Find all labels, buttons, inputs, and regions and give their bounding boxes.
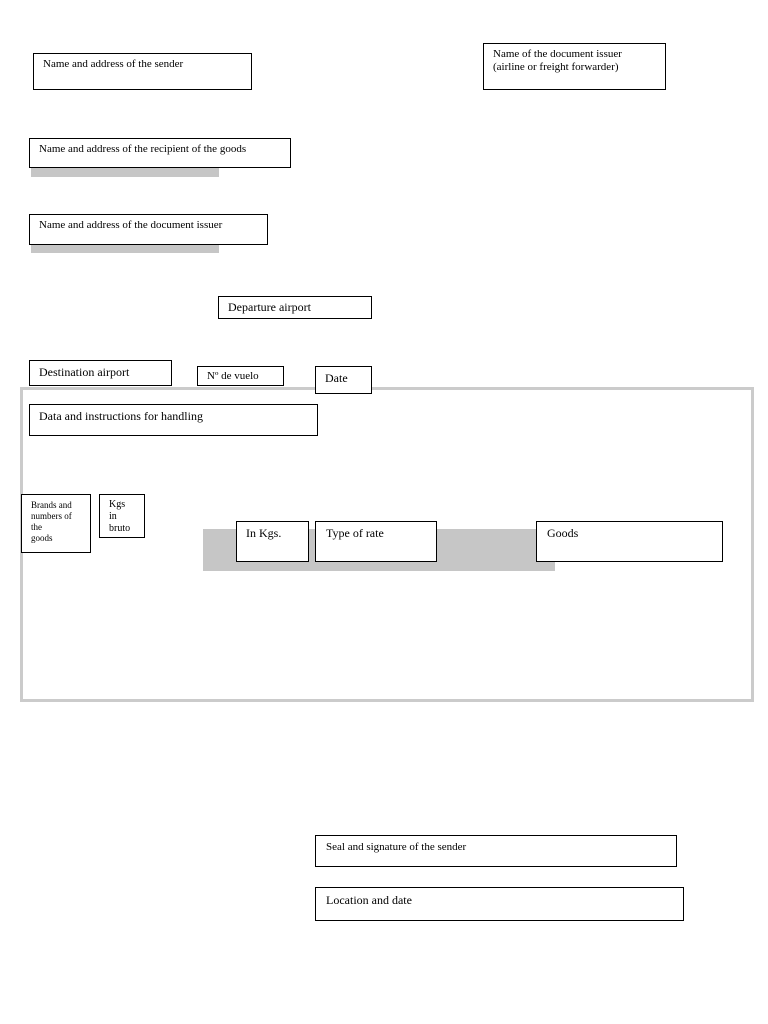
destination-box[interactable] bbox=[29, 360, 172, 386]
recipient-box[interactable] bbox=[29, 138, 291, 168]
goods-label: Goods bbox=[547, 526, 579, 540]
issuer-box[interactable] bbox=[29, 214, 268, 245]
recipient-shade bbox=[31, 167, 219, 177]
location-label: Location and date bbox=[326, 893, 412, 907]
in-kgs-label: In Kgs. bbox=[246, 526, 282, 540]
recipient-label: Name and address of the recipient of the goods bbox=[39, 143, 247, 155]
rate-label: Type of rate bbox=[326, 526, 384, 540]
flight-label: Nº de vuelo bbox=[207, 370, 259, 382]
issuer-top-box[interactable] bbox=[483, 43, 666, 90]
handling-label: Data and instructions for handling bbox=[39, 409, 203, 423]
sender-label: Name and address of the sender bbox=[43, 58, 184, 70]
handling-box[interactable] bbox=[29, 404, 318, 436]
departure-label: Departure airport bbox=[228, 300, 311, 314]
date-box[interactable] bbox=[315, 366, 372, 394]
goods-box[interactable] bbox=[536, 521, 723, 562]
location-box[interactable] bbox=[315, 887, 684, 921]
rate-box[interactable] bbox=[315, 521, 437, 562]
destination-label: Destination airport bbox=[39, 365, 130, 379]
brands-label: Brands and numbers of the goods bbox=[31, 500, 72, 543]
flight-box[interactable] bbox=[197, 366, 284, 386]
sender-box[interactable] bbox=[33, 53, 252, 90]
kgs-box[interactable] bbox=[99, 494, 145, 538]
issuer-top-label: Name of the document issuer (airline or freight forwarder) bbox=[493, 48, 622, 73]
kgs-label: Kgs in bruto bbox=[109, 499, 131, 534]
issuer-label: Name and address of the document issuer bbox=[39, 219, 223, 231]
in-kgs-box[interactable] bbox=[236, 521, 309, 562]
brands-box[interactable] bbox=[21, 494, 91, 553]
seal-label: Seal and signature of the sender bbox=[326, 841, 467, 853]
date-label: Date bbox=[325, 371, 348, 385]
departure-box[interactable] bbox=[218, 296, 372, 319]
seal-box[interactable] bbox=[315, 835, 677, 867]
